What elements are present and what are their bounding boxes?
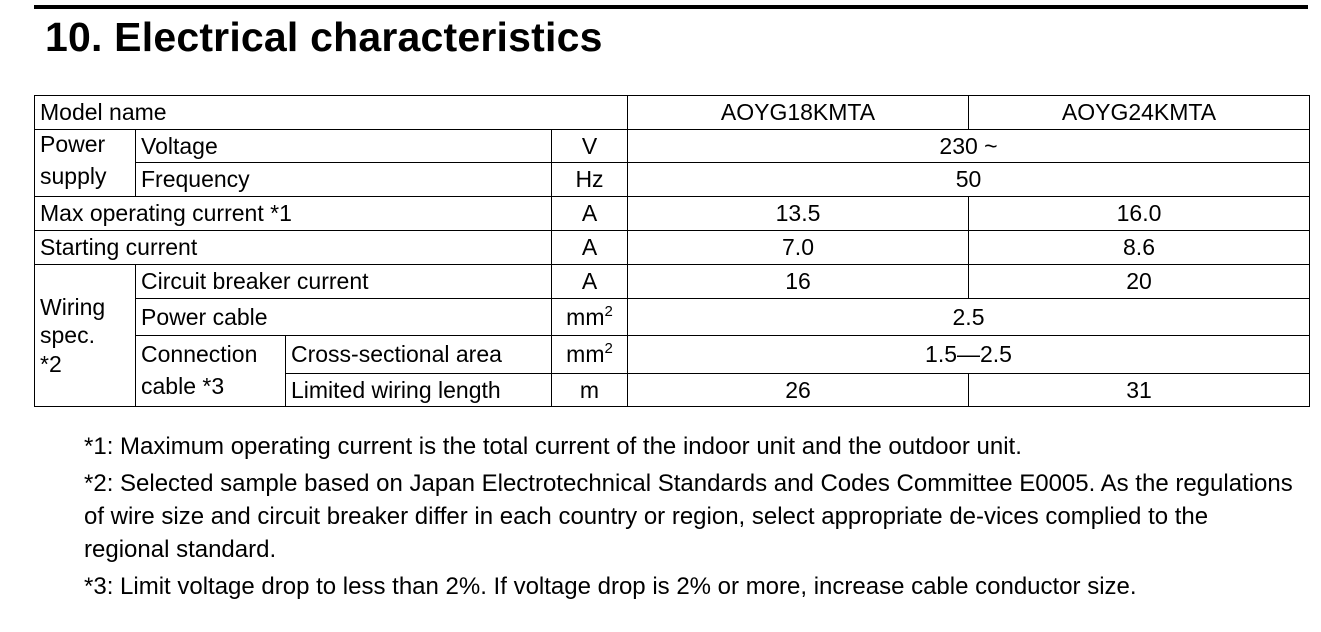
circuit-breaker-unit: A [552,265,628,299]
wiring-length-unit: m [552,374,628,407]
model-1: AOYG18KMTA [628,96,969,130]
wiring-length-label: Limited wiring length [286,374,552,407]
wiring-spec-label-line-3: *2 [40,350,62,377]
page-title: 10. Electrical characteristics [45,14,603,60]
table-row-power-cable [35,299,1310,336]
footnote-2: *2: Selected sample based on Japan Electrotechnical Standards and Codes Committee E0005. As the regulations of wire size and circuit breaker differ in each country or region, select appropriate de-vices complied to the regional standard. [84,470,1293,563]
table-row-model-name [35,96,1310,130]
starting-current-label: Starting current [35,231,552,265]
max-current-value-1: 13.5 [628,197,969,231]
power-supply-label [35,130,136,197]
power-cable-unit: $mm^2$ [552,299,628,336]
wiring-length-value-2: 31 [969,374,1310,407]
cross-section-unit: $mm^2$ [552,336,628,374]
power-supply-label-line-1: Power [40,131,106,157]
wiring-length-value-1: 26 [628,374,969,407]
voltage-value: 230 ~ [628,130,1310,163]
table-row-circuit-breaker [35,265,1310,299]
circuit-breaker-value-2: 20 [969,265,1310,299]
table-row-cross-section [35,336,1310,374]
circuit-breaker-label: Circuit breaker current [136,265,552,299]
connection-cable-label-line-2: cable *3 [141,373,225,400]
cross-section-label: Cross-sectional area [286,336,552,374]
voltage-unit: V [552,130,628,163]
table-row-starting-current [35,231,1310,265]
power-cable-label: Power cable [136,299,552,336]
frequency-label: Frequency [136,163,552,197]
table-row-frequency [35,163,1310,197]
max-current-unit: A [552,197,628,231]
wiring-spec-label [35,265,136,407]
circuit-breaker-value-1: 16 [628,265,969,299]
model-name-label: Model name [35,96,628,130]
frequency-value: 50 [628,163,1310,197]
cross-section-value: 1.5—2.5 [628,336,1310,374]
power-supply-label-line-2: supply [40,163,107,190]
connection-cable-label [136,336,286,407]
frequency-unit: Hz [552,163,628,197]
footnote-3: *3: Limit voltage drop to less than 2%. If voltage drop is 2% or more, increase cable conductor size. [84,573,1137,600]
starting-current-value-1: 7.0 [628,231,969,265]
max-current-value-2: 16.0 [969,197,1310,231]
model-2: AOYG24KMTA [969,96,1310,130]
table-row-voltage [35,130,1310,163]
top-rule [34,5,1308,9]
electrical-characteristics-table [34,95,1310,407]
footnote-1: *1: Maximum operating current is the total current of the indoor unit and the outdoor unit. [84,433,1022,460]
wiring-spec-label-line-2: spec. [40,322,95,349]
wiring-spec-label-line-1: Wiring [40,294,106,321]
footnotes [84,430,1299,607]
voltage-label: Voltage [136,130,552,163]
power-cable-value: 2.5 [628,299,1310,336]
starting-current-unit: A [552,231,628,265]
starting-current-value-2: 8.6 [969,231,1310,265]
table-row-max-current [35,197,1310,231]
max-current-label: Max operating current *1 [35,197,552,231]
connection-cable-label-line-1: Connection [141,341,258,367]
